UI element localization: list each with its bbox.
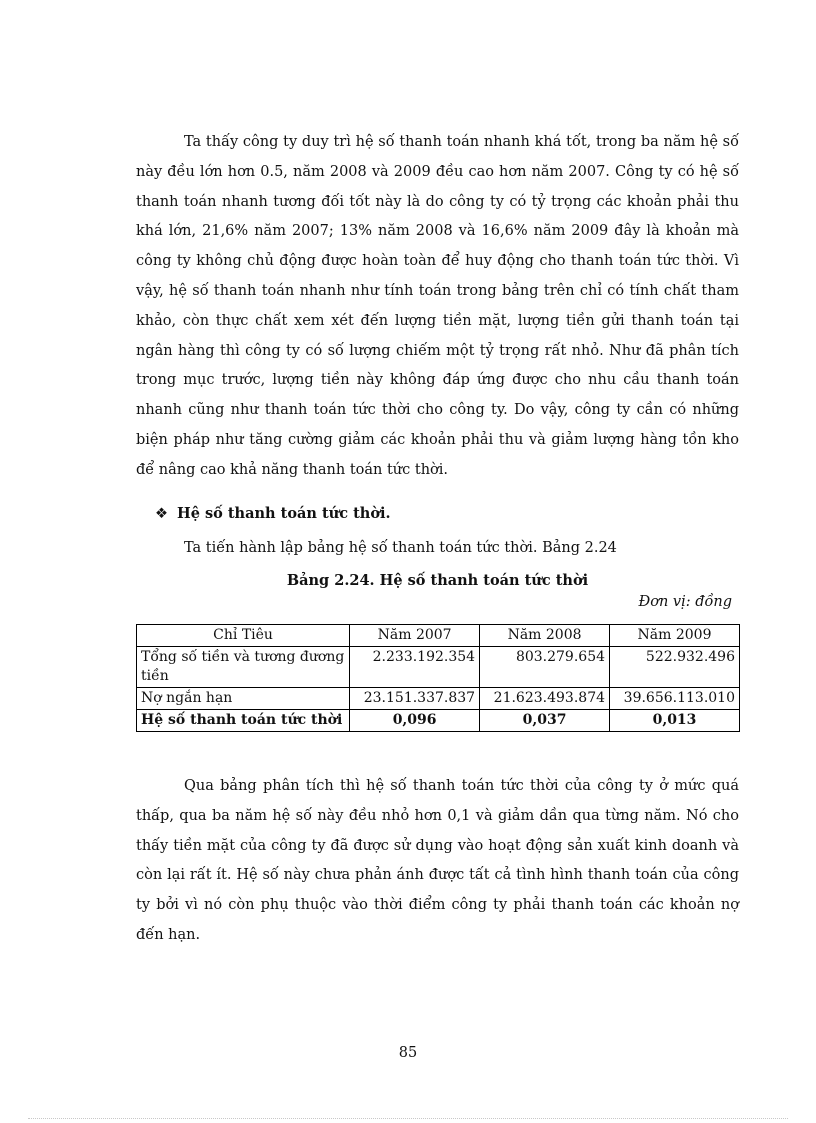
table-row-total (137, 710, 740, 732)
table-row (137, 647, 740, 688)
paragraph-cash-ratio-analysis: Qua bảng phân tích thì hệ số thanh toán tức thời của công ty ở mức quá thấp, qua ba năm hệ số này đều nhỏ hơn 0,1 và giảm dần qua từng năm. Nó cho thấy tiền mặt của công ty đã được sử dụng vào hoạt động sản xuất kinh doanh và còn lại rất ít. Hệ số này chưa phản ánh được tất cả tình hình thanh toán của công ty bởi vì nó còn phụ thuộc vào thời điểm công ty phải thanh toán các khoản nợ đến hạn. (136, 778, 739, 943)
intro-line: Ta tiến hành lập bảng hệ số thanh toán tức thời. Bảng 2.24 (184, 540, 617, 556)
table-cell-value: 2.233.192.354 (350, 647, 480, 688)
table-header-row (137, 625, 740, 647)
table-header-cell: Năm 2009 (610, 625, 740, 647)
section-heading-text: Hệ số thanh toán tức thời. (177, 505, 391, 522)
table-row (137, 688, 740, 710)
table-cell-label: Hệ số thanh toán tức thời (137, 710, 350, 732)
table-header-cell: Chỉ Tiêu (137, 625, 350, 647)
table-cell-label: Nợ ngắn hạn (137, 688, 350, 710)
table-cell-value: 39.656.113.010 (610, 688, 740, 710)
section-heading (155, 503, 391, 525)
unit-label: Đơn vị: đồng (638, 594, 732, 610)
diamond-bullet-icon: ❖ (155, 506, 168, 522)
table-cell-value: 0,096 (350, 710, 480, 732)
table-cell-value: 21.623.493.874 (480, 688, 610, 710)
page-number: 85 (398, 1045, 418, 1061)
cash-ratio-table (136, 624, 740, 732)
table-cell-value: 0,037 (480, 710, 610, 732)
table-cell-value: 23.151.337.837 (350, 688, 480, 710)
table-header-cell: Năm 2008 (480, 625, 610, 647)
table-cell-value: 803.279.654 (480, 647, 610, 688)
page-bottom-divider (28, 1118, 788, 1119)
table-cell-label: Tổng số tiền và tương đương tiền (137, 647, 350, 688)
paragraph-quick-ratio-analysis: Ta thấy công ty duy trì hệ số thanh toán nhanh khá tốt, trong ba năm hệ số này đều lớn hơn 0.5, năm 2008 và 2009 đều cao hơn năm 2007. Công ty có hệ số thanh toán nhanh tương đối tốt này là do công ty có tỷ trọng các khoản phải thu khá lớn, 21,6% năm 2007; 13% năm 2008 và 16,6% năm 2009 đây là khoản mà công ty không chủ động được hoàn toàn để huy động cho thanh toán tức thời. Vì vậy, hệ số thanh toán nhanh như tính toán trong bảng trên chỉ có tính chất tham khảo, còn thực chất xem xét đến lượng tiền mặt, lượng tiền gửi thanh toán tại ngân hàng thì công ty có số lượng chiếm một tỷ trọng rất nhỏ. Như đã phân tích trong mục trước, lượng tiền này không đáp ứng được cho nhu cầu thanh toán nhanh cũng như thanh toán tức thời cho công ty. Do vậy, công ty cần có những biện pháp như tăng cường giảm các khoản phải thu và giảm lượng hàng tồn kho để nâng cao khả năng thanh toán tức thời. (136, 134, 739, 478)
table-cell-value: 0,013 (610, 710, 740, 732)
table-header-cell: Năm 2007 (350, 625, 480, 647)
table-cell-value: 522.932.496 (610, 647, 740, 688)
table-title: Bảng 2.24. Hệ số thanh toán tức thời (286, 572, 589, 589)
